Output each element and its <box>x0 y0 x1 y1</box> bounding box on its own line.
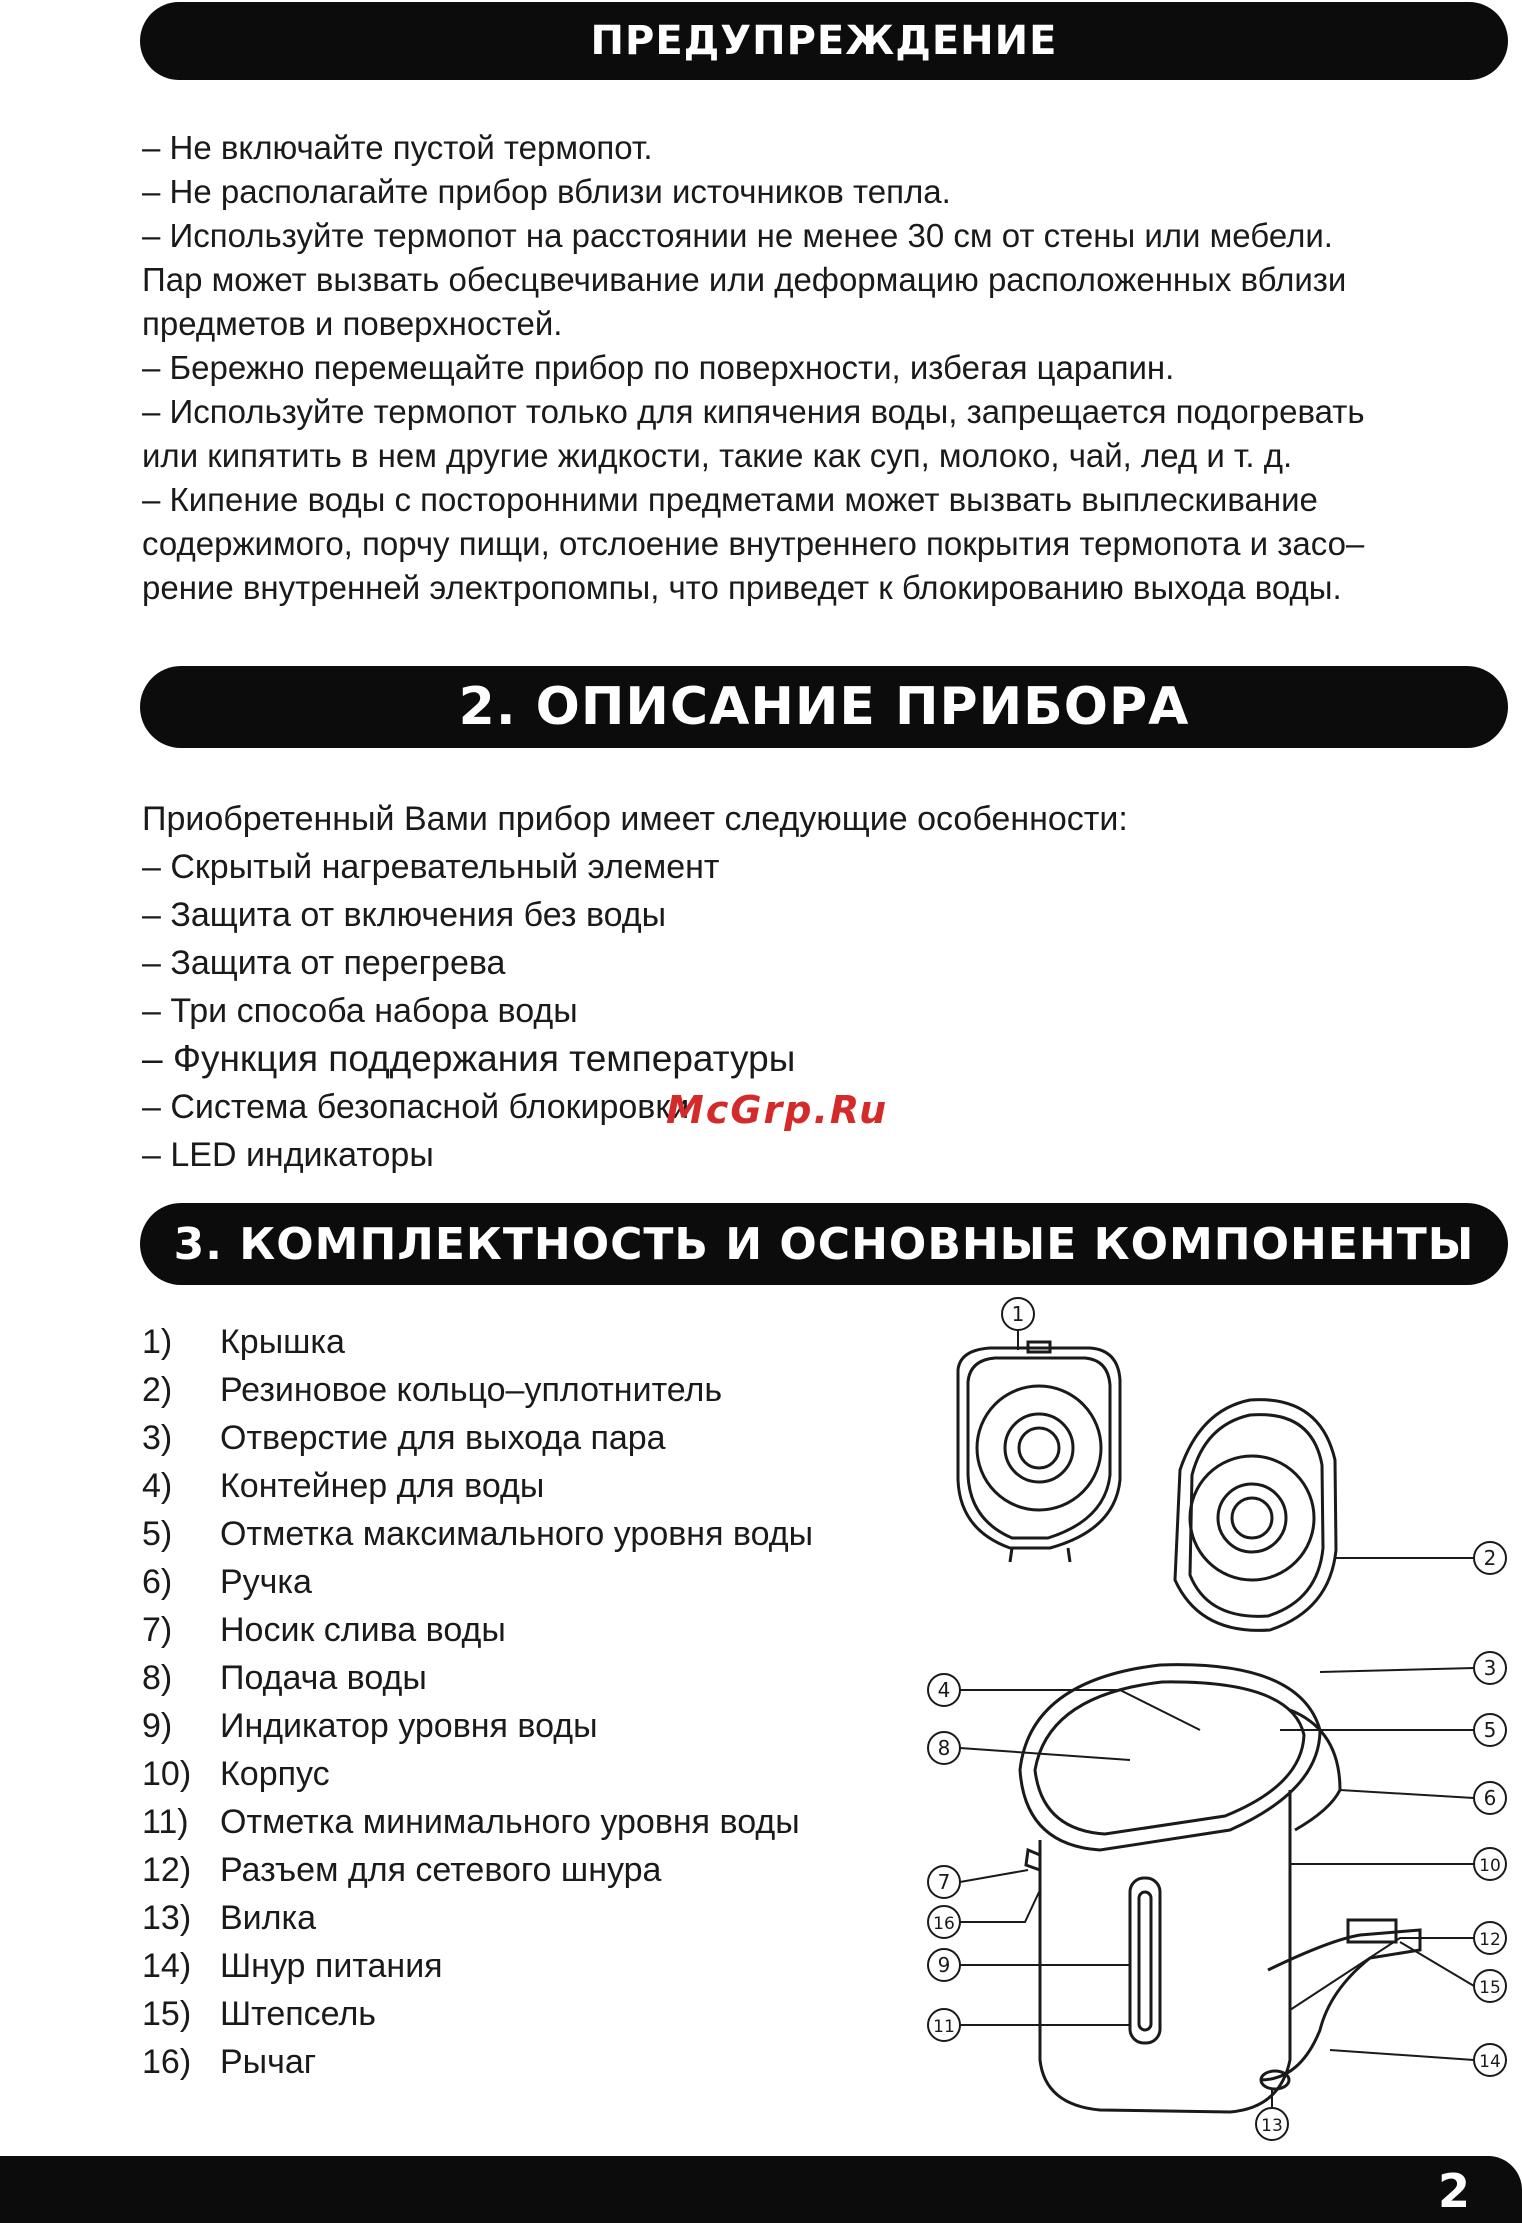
item-label: Отметка максимального уровня воды <box>220 1515 814 1553</box>
components-title: 3. КОМПЛЕКТНОСТЬ И ОСНОВНЫЕ КОМПОНЕНТЫ <box>140 1203 1508 1285</box>
item-number: 7) <box>142 1611 173 1649</box>
item-label: Корпус <box>220 1755 330 1793</box>
callout-label: 7 <box>937 1870 951 1894</box>
features-intro: Приобретенный Вами прибор имеет следующие особенности: <box>142 800 1128 838</box>
item-label: Вилка <box>220 1899 317 1937</box>
feature-item: – Система безопасной блокировки <box>142 1088 690 1126</box>
callout-label: 10 <box>1479 1856 1501 1876</box>
callout-label: 14 <box>1479 2052 1501 2072</box>
item-label: Рычаг <box>220 2043 317 2081</box>
callout-label: 4 <box>937 1678 951 1702</box>
item-number: 3) <box>142 1419 173 1457</box>
list-item <box>142 1654 813 1702</box>
item-label: Индикатор уровня воды <box>220 1707 598 1745</box>
warning-title: ПРЕДУПРЕЖДЕНИЕ <box>140 2 1508 80</box>
item-number: 11) <box>142 1803 189 1841</box>
list-item <box>142 1558 813 1606</box>
components-list <box>142 1318 813 2086</box>
list-item <box>142 1846 813 1894</box>
list-item <box>142 1942 813 1990</box>
callout-label: 8 <box>937 1736 951 1760</box>
thermopot-illustration <box>958 1342 1420 2112</box>
callout-label: 9 <box>937 1953 951 1977</box>
callout-label: 3 <box>1483 1656 1497 1680</box>
warning-line: Пар может вызвать обесцвечивание или деформацию расположенных вблизи <box>142 261 1347 298</box>
item-number: 10) <box>142 1755 192 1793</box>
warning-line: – Бережно перемещайте прибор по поверхности, избегая царапин. <box>142 349 1175 386</box>
thermopot-diagram <box>900 1290 1522 2156</box>
callout-label: 11 <box>933 2017 955 2037</box>
item-label: Ручка <box>220 1563 312 1601</box>
warning-line: предметов и поверхностей. <box>142 305 563 342</box>
warning-line: – Не располагайте прибор вблизи источников тепла. <box>142 173 951 210</box>
feature-item: – LED индикаторы <box>142 1136 434 1174</box>
item-number: 15) <box>142 1995 192 2033</box>
warning-line: – Кипение воды с посторонними предметами может вызвать выплескивание <box>142 481 1318 518</box>
item-label: Носик слива воды <box>220 1611 506 1649</box>
feature-item: – Функция поддержания температуры <box>142 1038 796 1079</box>
item-label: Резиновое кольцо–уплотнитель <box>220 1371 723 1409</box>
warning-line: – Используйте термопот на расстоянии не менее 30 см от стены или мебели. <box>142 217 1333 254</box>
page-number: 2 <box>1437 2164 1470 2218</box>
list-item <box>142 1510 813 1558</box>
callout-label: 16 <box>933 1914 955 1934</box>
watermark: McGrp.Ru <box>666 1088 889 1132</box>
warning-line: рение внутренней электропомпы, что приведет к блокированию выхода воды. <box>142 569 1342 606</box>
list-item <box>142 1990 813 2038</box>
callout-label: 1 <box>1011 1302 1025 1326</box>
warning-line: – Не включайте пустой термопот. <box>142 129 653 166</box>
warning-line: содержимого, порчу пищи, отслоение внутреннего покрытия термопота и засо– <box>142 525 1365 562</box>
item-number: 6) <box>142 1563 173 1601</box>
list-item <box>142 1798 813 1846</box>
list-item <box>142 1894 813 1942</box>
item-number: 12) <box>142 1851 192 1889</box>
item-number: 13) <box>142 1899 192 1937</box>
feature-item: – Скрытый нагревательный элемент <box>142 848 720 886</box>
features-list <box>142 795 1128 1179</box>
list-item <box>142 2038 813 2086</box>
item-label: Крышка <box>220 1323 345 1361</box>
warning-text <box>142 126 1512 610</box>
item-label: Разъем для сетевого шнура <box>220 1851 662 1889</box>
item-number: 2) <box>142 1371 173 1409</box>
list-item <box>142 1702 813 1750</box>
item-label: Подача воды <box>220 1659 427 1697</box>
item-label: Отметка минимального уровня воды <box>220 1803 800 1841</box>
list-item <box>142 1750 813 1798</box>
page-footer <box>0 2156 1522 2223</box>
callout-label: 5 <box>1483 1718 1497 1742</box>
warning-line: или кипятить в нем другие жидкости, такие как суп, молоко, чай, лед и т. д. <box>142 437 1293 474</box>
feature-item: – Защита от перегрева <box>142 944 506 982</box>
callout-label: 13 <box>1261 2116 1283 2136</box>
callout-labels <box>933 1302 1501 2136</box>
item-number: 9) <box>142 1707 173 1745</box>
list-item <box>142 1366 813 1414</box>
item-label: Штепсель <box>220 1995 377 2033</box>
warning-line: – Используйте термопот только для кипячения воды, запрещается подогревать <box>142 393 1365 430</box>
item-number: 1) <box>142 1323 173 1361</box>
feature-item: – Защита от включения без воды <box>142 896 667 934</box>
item-number: 8) <box>142 1659 173 1697</box>
callout-label: 2 <box>1483 1546 1497 1570</box>
item-number: 14) <box>142 1947 192 1985</box>
callout-label: 6 <box>1483 1786 1497 1810</box>
feature-item: – Три способа набора воды <box>142 992 578 1030</box>
list-item <box>142 1414 813 1462</box>
item-label: Шнур питания <box>220 1947 443 1985</box>
item-number: 16) <box>142 2043 192 2081</box>
item-label: Отверстие для выхода пара <box>220 1419 666 1457</box>
list-item <box>142 1318 813 1366</box>
callout-label: 15 <box>1479 1978 1501 1998</box>
description-title: 2. ОПИСАНИЕ ПРИБОРА <box>140 666 1508 748</box>
item-number: 5) <box>142 1515 173 1553</box>
item-number: 4) <box>142 1467 173 1505</box>
callout-label: 12 <box>1479 1930 1501 1950</box>
list-item <box>142 1462 813 1510</box>
item-label: Контейнер для воды <box>220 1467 545 1505</box>
list-item <box>142 1606 813 1654</box>
